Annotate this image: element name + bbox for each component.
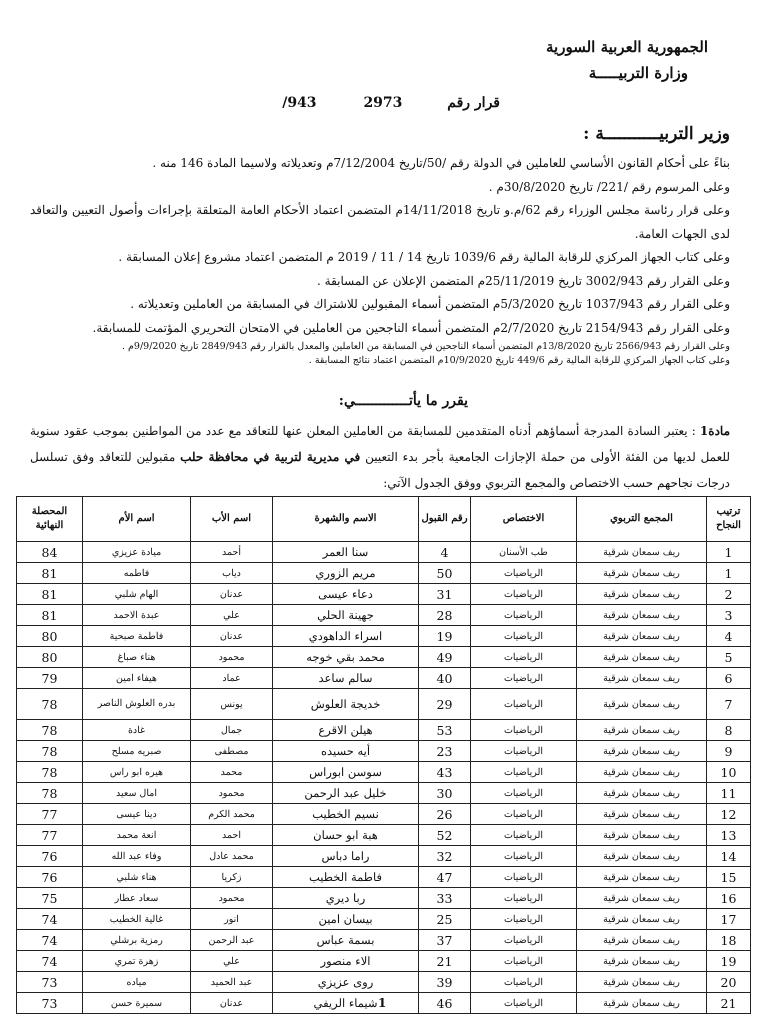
- column-header-rank: ترتيب النجاح: [707, 497, 751, 542]
- decision-number-main: 2973: [363, 95, 403, 111]
- cell-mother: هيفاء امين: [83, 668, 191, 689]
- cell-score: 74: [17, 909, 83, 930]
- cell-father: احمد: [191, 825, 273, 846]
- cell-complex: ريف سمعان شرقية: [577, 993, 707, 1014]
- cell-father: دياب: [191, 563, 273, 584]
- cell-mother: غالية الخطيب: [83, 909, 191, 930]
- table-row: [17, 647, 751, 668]
- table-row: [17, 888, 751, 909]
- cell-father: محمود: [191, 647, 273, 668]
- cell-complex: ريف سمعان شرقية: [577, 626, 707, 647]
- cell-accept-no: 31: [419, 584, 471, 605]
- cell-name: سنا العمر: [273, 542, 419, 563]
- cell-accept-no: 19: [419, 626, 471, 647]
- cell-name: الاء منصور: [273, 951, 419, 972]
- cell-specialty: طب الأسنان: [471, 542, 577, 563]
- cell-mother: انعة محمد: [83, 825, 191, 846]
- minister-title: وزير التربيـــــــــــة :: [583, 124, 730, 144]
- cell-father: عدنان: [191, 993, 273, 1014]
- cell-specialty: الرياضيات: [471, 951, 577, 972]
- cell-rank: 12: [707, 804, 751, 825]
- cell-mother: غادة: [83, 720, 191, 741]
- cell-specialty: الرياضيات: [471, 626, 577, 647]
- table-row: [17, 909, 751, 930]
- cell-accept-no: 53: [419, 720, 471, 741]
- cell-mother: فاطمه: [83, 563, 191, 584]
- cell-mother: الهام شلبي: [83, 584, 191, 605]
- cell-father: عبد الحميد: [191, 972, 273, 993]
- cell-name: راما دباس: [273, 846, 419, 867]
- cell-complex: ريف سمعان شرقية: [577, 563, 707, 584]
- cell-accept-no: 39: [419, 972, 471, 993]
- cell-specialty: الرياضيات: [471, 972, 577, 993]
- table-row: [17, 626, 751, 647]
- cell-name: خديجة العلوش: [273, 689, 419, 720]
- cell-score: 80: [17, 626, 83, 647]
- cell-accept-no: 21: [419, 951, 471, 972]
- cell-specialty: الرياضيات: [471, 584, 577, 605]
- table-body: [17, 542, 751, 1014]
- cell-score: 81: [17, 584, 83, 605]
- cell-mother: هيره ابو راس: [83, 762, 191, 783]
- cell-complex: ريف سمعان شرقية: [577, 720, 707, 741]
- cell-score: 84: [17, 542, 83, 563]
- cell-mother: هناء شلبي: [83, 867, 191, 888]
- cell-complex: ريف سمعان شرقية: [577, 846, 707, 867]
- cell-name: دعاء عيسى: [273, 584, 419, 605]
- cell-score: 78: [17, 783, 83, 804]
- cell-score: 78: [17, 741, 83, 762]
- cell-name: مريم الزوري: [273, 563, 419, 584]
- cell-rank: 7: [707, 689, 751, 720]
- cell-complex: ريف سمعان شرقية: [577, 647, 707, 668]
- cell-score: 76: [17, 867, 83, 888]
- cell-mother: هناء صباغ: [83, 647, 191, 668]
- cell-name: سالم ساعد: [273, 668, 419, 689]
- cell-score: 78: [17, 762, 83, 783]
- cell-specialty: الرياضيات: [471, 909, 577, 930]
- cell-specialty: الرياضيات: [471, 993, 577, 1014]
- cell-father: عماد: [191, 668, 273, 689]
- cell-rank: 13: [707, 825, 751, 846]
- cell-accept-no: 49: [419, 647, 471, 668]
- cell-father: يونس: [191, 689, 273, 720]
- cell-rank: 9: [707, 741, 751, 762]
- table-row: [17, 783, 751, 804]
- cell-mother: سميرة حسن: [83, 993, 191, 1014]
- cell-score: 81: [17, 605, 83, 626]
- table-row: [17, 930, 751, 951]
- cell-score: 73: [17, 993, 83, 1014]
- cell-complex: ريف سمعان شرقية: [577, 867, 707, 888]
- cell-accept-no: 46: [419, 993, 471, 1014]
- preamble-line-small: وعلى القرار رقم 2566/943 تاريخ 13/8/2020م المتضمن أسماء الناجحين في المسابقة من العاملين والمعدل بالقرار رقم 2849/943 تاريخ 9/9/2020م .: [121, 341, 730, 352]
- cell-accept-no: 23: [419, 741, 471, 762]
- cell-accept-no: 37: [419, 930, 471, 951]
- cell-mother: صبريه مسلح: [83, 741, 191, 762]
- cell-specialty: الرياضيات: [471, 720, 577, 741]
- cell-accept-no: 25: [419, 909, 471, 930]
- cell-accept-no: 26: [419, 804, 471, 825]
- cell-complex: ريف سمعان شرقية: [577, 741, 707, 762]
- cell-complex: ريف سمعان شرقية: [577, 930, 707, 951]
- decision-number: [282, 95, 500, 111]
- cell-father: علي: [191, 605, 273, 626]
- cell-name: بسمة عباس: [273, 930, 419, 951]
- cell-accept-no: 33: [419, 888, 471, 909]
- decrees-heading: يقرر ما يأتـــــــــــــي:: [338, 393, 468, 409]
- cell-complex: ريف سمعان شرقية: [577, 804, 707, 825]
- table-row: [17, 972, 751, 993]
- page-number: 1: [378, 996, 387, 1010]
- cell-mother: فاطمة صبحية: [83, 626, 191, 647]
- cell-name: خليل عبد الرحمن: [273, 783, 419, 804]
- cell-name: هبة ابو حسان: [273, 825, 419, 846]
- preamble-line-small: وعلى كتاب الجهاز المركزي للرقابة المالية رقم 449/6 تاريخ 10/9/2020م المتضمن اعتماد نتائج المسابقة .: [308, 355, 730, 366]
- cell-mother: عبدة الاحمد: [83, 605, 191, 626]
- table-row: [17, 720, 751, 741]
- cell-name: روى عزيزي: [273, 972, 419, 993]
- cell-mother: زهرة تمري: [83, 951, 191, 972]
- column-header-accept-no: رقم القبول: [419, 497, 471, 542]
- cell-accept-no: 29: [419, 689, 471, 720]
- cell-specialty: الرياضيات: [471, 867, 577, 888]
- results-table: [16, 496, 751, 1014]
- cell-rank: 21: [707, 993, 751, 1014]
- cell-complex: ريف سمعان شرقية: [577, 689, 707, 720]
- cell-name: سوسن ابوراس: [273, 762, 419, 783]
- cell-rank: 17: [707, 909, 751, 930]
- column-header-father: اسم الأب: [191, 497, 273, 542]
- cell-name: هيلن الاقرع: [273, 720, 419, 741]
- table-row: [17, 762, 751, 783]
- table-row: [17, 846, 751, 867]
- cell-rank: 11: [707, 783, 751, 804]
- cell-name: ربا ديري: [273, 888, 419, 909]
- cell-complex: ريف سمعان شرقية: [577, 888, 707, 909]
- cell-accept-no: 50: [419, 563, 471, 584]
- cell-name: محمد بقي خوجه: [273, 647, 419, 668]
- decision-number-suffix: 943/: [282, 95, 317, 111]
- cell-specialty: الرياضيات: [471, 846, 577, 867]
- cell-name: نسيم الخطيب: [273, 804, 419, 825]
- cell-father: أحمد: [191, 542, 273, 563]
- cell-father: محمود: [191, 783, 273, 804]
- cell-specialty: الرياضيات: [471, 930, 577, 951]
- cell-father: محمد عادل: [191, 846, 273, 867]
- cell-rank: 2: [707, 584, 751, 605]
- cell-specialty: الرياضيات: [471, 783, 577, 804]
- cell-score: 77: [17, 804, 83, 825]
- cell-father: محمد الكرم: [191, 804, 273, 825]
- table-row: [17, 867, 751, 888]
- cell-mother: دينا عيسى: [83, 804, 191, 825]
- cell-complex: ريف سمعان شرقية: [577, 825, 707, 846]
- table-row: [17, 605, 751, 626]
- cell-name: اسراء الداهودي: [273, 626, 419, 647]
- cell-rank: 15: [707, 867, 751, 888]
- cell-specialty: الرياضيات: [471, 563, 577, 584]
- cell-rank: 18: [707, 930, 751, 951]
- cell-accept-no: 28: [419, 605, 471, 626]
- cell-score: 76: [17, 846, 83, 867]
- cell-rank: 10: [707, 762, 751, 783]
- cell-rank: 6: [707, 668, 751, 689]
- table-row: [17, 668, 751, 689]
- table-header-row: [17, 497, 751, 542]
- column-header-complex: المجمع التربوي: [577, 497, 707, 542]
- ministry-heading: وزارة التربيـــــة: [588, 64, 688, 82]
- cell-rank: 8: [707, 720, 751, 741]
- cell-complex: ريف سمعان شرقية: [577, 584, 707, 605]
- table-row: [17, 825, 751, 846]
- cell-father: عدنان: [191, 626, 273, 647]
- cell-father: محمد: [191, 762, 273, 783]
- cell-mother: ميادة عزيزي: [83, 542, 191, 563]
- column-header-mother: اسم الأم: [83, 497, 191, 542]
- cell-name: شيماء الريفي: [273, 993, 419, 1014]
- article-text-b: مقبولين للتعاقد وفق تسلسل درجات نجاحهم حسب الاختصاص والمجمع التربوي ووفق الجدول الآتي:: [30, 450, 730, 490]
- cell-father: جمال: [191, 720, 273, 741]
- cell-rank: 1: [707, 542, 751, 563]
- cell-specialty: الرياضيات: [471, 888, 577, 909]
- cell-accept-no: 43: [419, 762, 471, 783]
- cell-score: 78: [17, 689, 83, 720]
- cell-name: فاطمة الخطيب: [273, 867, 419, 888]
- cell-rank: 4: [707, 626, 751, 647]
- cell-rank: 5: [707, 647, 751, 668]
- table-row: [17, 563, 751, 584]
- cell-rank: 14: [707, 846, 751, 867]
- cell-complex: ريف سمعان شرقية: [577, 909, 707, 930]
- cell-score: 79: [17, 668, 83, 689]
- cell-rank: 3: [707, 605, 751, 626]
- table-row: [17, 689, 751, 720]
- cell-score: 74: [17, 951, 83, 972]
- cell-father: زكريا: [191, 867, 273, 888]
- cell-father: عدنان: [191, 584, 273, 605]
- cell-specialty: الرياضيات: [471, 804, 577, 825]
- cell-specialty: الرياضيات: [471, 762, 577, 783]
- cell-rank: 16: [707, 888, 751, 909]
- cell-specialty: الرياضيات: [471, 825, 577, 846]
- article-1: [30, 418, 730, 496]
- preamble-line: بناءً على أحكام القانون الأساسي للعاملين في الدولة رقم /50/تاريخ 7/12/2004م وتعديلاته ولاسيما المادة 146 منه .: [152, 156, 730, 170]
- cell-score: 73: [17, 972, 83, 993]
- cell-specialty: الرياضيات: [471, 605, 577, 626]
- cell-name: بيسان امين: [273, 909, 419, 930]
- cell-accept-no: 47: [419, 867, 471, 888]
- table-row: [17, 804, 751, 825]
- cell-father: انور: [191, 909, 273, 930]
- table-row: [17, 584, 751, 605]
- cell-mother: بدره العلوش الناصر: [83, 689, 191, 720]
- cell-mother: رمزية برشلي: [83, 930, 191, 951]
- cell-specialty: الرياضيات: [471, 689, 577, 720]
- cell-complex: ريف سمعان شرقية: [577, 783, 707, 804]
- cell-score: 81: [17, 563, 83, 584]
- republic-heading: الجمهورية العربية السورية: [546, 38, 708, 56]
- table-row: [17, 951, 751, 972]
- column-header-specialty: الاختصاص: [471, 497, 577, 542]
- cell-father: عبد الرحمن: [191, 930, 273, 951]
- preamble-line: وعلى كتاب الجهاز المركزي للرقابة المالية رقم 1039/6 تاريخ 14 / 11 / 2019 م المتضمن اعتماد مشروع إعلان المسابقة .: [118, 250, 730, 264]
- preamble-line: وعلى القرار رقم 2154/943 تاريخ 2/7/2020م المتضمن أسماء الناجحين من العاملين في الامتحان التحريري المؤتمت للمسابقة.: [92, 320, 730, 335]
- cell-mother: امال سعيد: [83, 783, 191, 804]
- table-row: [17, 741, 751, 762]
- preamble-line: وعلى القرار رقم 1037/943 تاريخ 5/3/2020م المتضمن أسماء المقبولين للاشتراك في المسابقة من العاملين وتعديلاته .: [130, 297, 730, 311]
- article-text-bold: في مديرية لتربية في محافظة حلب: [180, 450, 361, 464]
- cell-complex: ريف سمعان شرقية: [577, 762, 707, 783]
- cell-mother: وفاء عبد الله: [83, 846, 191, 867]
- cell-score: 75: [17, 888, 83, 909]
- cell-specialty: الرياضيات: [471, 647, 577, 668]
- cell-complex: ريف سمعان شرقية: [577, 542, 707, 563]
- cell-complex: ريف سمعان شرقية: [577, 668, 707, 689]
- cell-complex: ريف سمعان شرقية: [577, 972, 707, 993]
- cell-specialty: الرياضيات: [471, 668, 577, 689]
- cell-score: 77: [17, 825, 83, 846]
- cell-score: 80: [17, 647, 83, 668]
- decision-label: قرار رقم: [447, 95, 500, 111]
- cell-accept-no: 4: [419, 542, 471, 563]
- cell-accept-no: 30: [419, 783, 471, 804]
- cell-specialty: الرياضيات: [471, 741, 577, 762]
- preamble: [30, 152, 730, 368]
- article-title: مادة1: [699, 424, 730, 438]
- cell-father: علي: [191, 951, 273, 972]
- cell-complex: ريف سمعان شرقية: [577, 951, 707, 972]
- column-header-name: الاسم والشهرة: [273, 497, 419, 542]
- cell-accept-no: 52: [419, 825, 471, 846]
- cell-rank: 1: [707, 563, 751, 584]
- cell-accept-no: 32: [419, 846, 471, 867]
- preamble-line: وعلى قرار رئاسة مجلس الوزراء رقم 62/م.و تاريخ 14/11/2018م المتضمن اعتماد الأحكام العامة المتعلقة بإجراءات وأصول التعيين والتعاقد لدى الجهات العامة.: [30, 203, 730, 241]
- cell-complex: ريف سمعان شرقية: [577, 605, 707, 626]
- cell-mother: مياده: [83, 972, 191, 993]
- column-header-score: المحصلة النهائية: [17, 497, 83, 542]
- cell-name: أيه حسيده: [273, 741, 419, 762]
- cell-mother: سعاد عطار: [83, 888, 191, 909]
- cell-father: محمود: [191, 888, 273, 909]
- article-text-a: : يعتبر السادة المدرجة أسماؤهم أدناه المتقدمين للمسابقة من العاملين المعلن عنها للتعاقد مع عدد من المواطنين بموجب عقود سنوية للعمل لديها من الفئة الأولى من حملة الإجازات الجامعية بأجر بدء التعيين: [30, 424, 731, 464]
- table-row: [17, 542, 751, 563]
- preamble-line: وعلى المرسوم رقم /221/ تاريخ 30/8/2020م .: [488, 179, 730, 194]
- cell-score: 78: [17, 720, 83, 741]
- cell-name: جهينة الحلي: [273, 605, 419, 626]
- cell-rank: 20: [707, 972, 751, 993]
- cell-father: مصطفى: [191, 741, 273, 762]
- preamble-line: وعلى القرار رقم 3002/943 تاريخ 25/11/2019م المتضمن الإعلان عن المسابقة .: [317, 273, 730, 288]
- cell-accept-no: 40: [419, 668, 471, 689]
- cell-rank: 19: [707, 951, 751, 972]
- cell-score: 74: [17, 930, 83, 951]
